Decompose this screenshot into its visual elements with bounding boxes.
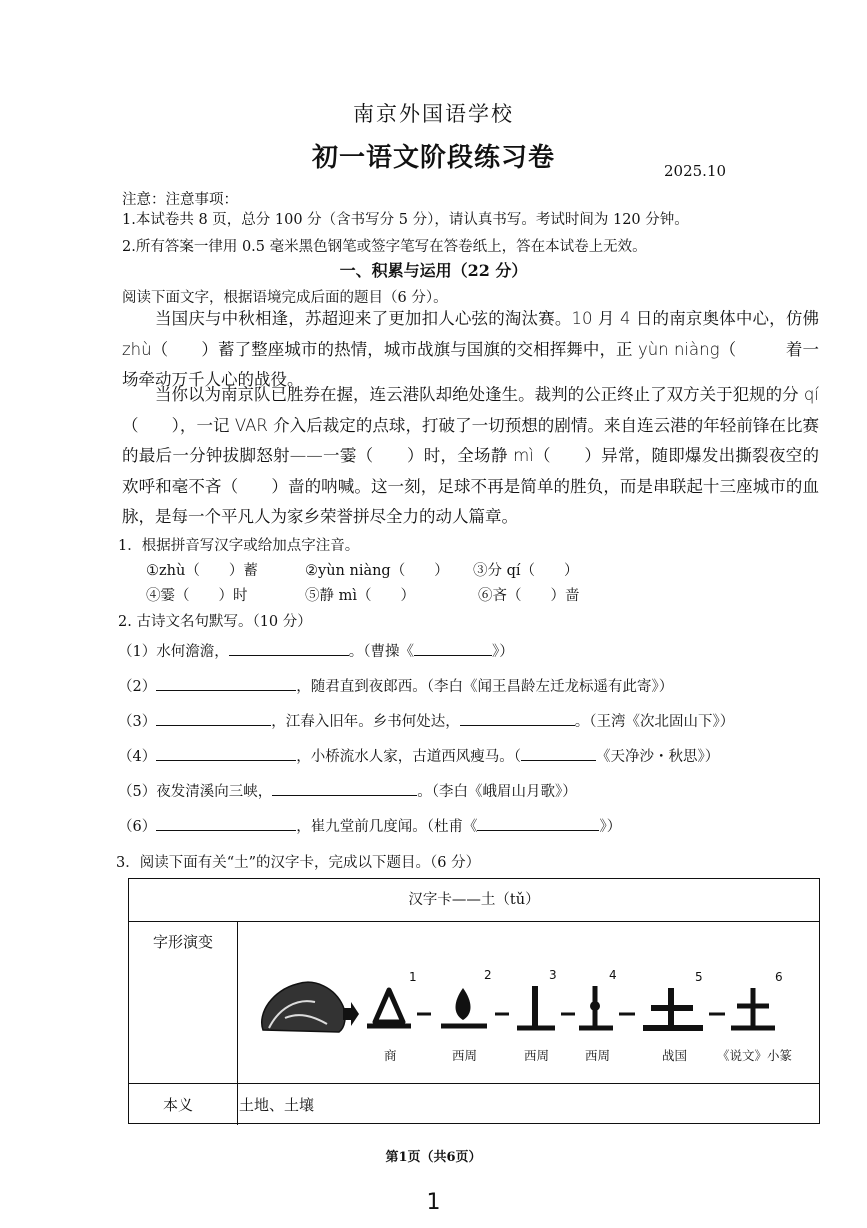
- notes-item-2: 2.所有答案一律用 0.5 毫米黑色钢笔或签字笔写在答卷纸上，答在本试卷上无效。: [122, 239, 647, 255]
- stage-label-zhanguo: 战国: [662, 1048, 688, 1063]
- glyph-shang-icon: [367, 990, 411, 1026]
- answer-blank[interactable]: [156, 759, 296, 761]
- card-divider: [237, 921, 238, 1125]
- q1-item-6: ⑥吝（ ）啬: [478, 588, 580, 604]
- answer-blank[interactable]: [477, 829, 599, 831]
- glyph-shuowen-icon: [731, 988, 775, 1028]
- earth-mound-icon: [262, 982, 359, 1032]
- answer-blank[interactable]: [156, 689, 296, 691]
- stage-number-2: 2: [484, 968, 492, 982]
- answer-blank[interactable]: [229, 654, 349, 656]
- stage-label-shang: 商: [384, 1048, 397, 1063]
- stage-label-xizhou-1: 西周: [452, 1048, 478, 1063]
- stage-number-1: 1: [409, 970, 417, 984]
- exam-date: 2025.10: [664, 162, 727, 180]
- passage-paragraph-1: 当国庆与中秋相逢，苏超迎来了更加扣人心弦的淘汰赛。10 月 4 日的南京奥体中心，仿佛 zhù（ ）蓄了整座城市的热情，城市战旗与国旗的交相挥舞中，正 yùn niàng（ 着一场牵动万千人心的战役。: [122, 309, 819, 389]
- stage-number-5: 5: [695, 970, 703, 984]
- stage-number-6: 6: [775, 970, 783, 984]
- poem-line-2: （2） ，随君直到夜郎西。（李白《闻王昌龄左迁龙标遥有此寄》）: [118, 679, 674, 695]
- q1-item-2: ②yùn niàng（ ）: [305, 563, 449, 579]
- stage-number-4: 4: [609, 968, 617, 982]
- poem-line-1: （1）水何澹澹， 。（曹操《 》）: [118, 644, 514, 660]
- glyph-xizhou-1-icon: [441, 988, 487, 1026]
- poem-line-4: （4） ，小桥流水人家，古道西风瘦马。（ 《天净沙・秋思》）: [118, 749, 720, 765]
- q1-item-5: ⑤静 mì（ ）: [305, 588, 415, 604]
- glyph-evolution-illustration: [255, 968, 785, 1040]
- page-number: 1: [426, 1190, 441, 1215]
- card-divider: [129, 1083, 819, 1084]
- glyph-xizhou-2-icon: [517, 986, 555, 1028]
- reading-intro: 阅读下面文字，根据语境完成后面的题目（6 分）。: [122, 290, 448, 306]
- passage-paragraph-2: 当你以为南京队已胜券在握，连云港队却绝处逢生。裁判的公正终止了双方关于犯规的分 qí（ ），一记 VAR 介入后裁定的点球，打破了一切预想的剧情。来自连云港的年轻前锋在比赛的最后一分钟拔脚怒射——一霎（ ）时，全场静 mì（ ）异常，随即爆发出撕裂夜空的欢呼和毫不吝（ ）啬的呐喊。这一刻，足球不再是简单的胜负，而是串联起十三座城市的血脉，是每一个平凡人为家乡荣誉拼尽全力的动人篇章。: [122, 385, 819, 526]
- original-meaning-value: 土地、土壤: [239, 1096, 315, 1114]
- card-title: 汉字卡——土（tǔ）: [129, 879, 819, 922]
- stage-label-xizhou-2: 西周: [524, 1048, 550, 1063]
- exam-title: 初一语文阶段练习卷: [311, 143, 555, 173]
- question-3-stem: 3．阅读下面有关“土”的汉字卡，完成以下题目。（6 分）: [116, 855, 481, 871]
- stage-label-xizhou-3: 西周: [585, 1048, 611, 1063]
- glyph-evolution-label: 字形演变: [153, 933, 214, 951]
- original-meaning-label: 本义: [163, 1096, 194, 1114]
- question-1-stem: 1．根据拼音写汉字或给加点字注音。: [118, 538, 360, 554]
- poem-line-3: （3） ，江春入旧年。乡书何处达， 。（王湾《次北固山下》）: [118, 714, 735, 730]
- notes-heading: 注意：注意事项：: [122, 192, 238, 208]
- glyph-zhanguo-icon: [643, 988, 703, 1028]
- answer-blank[interactable]: [156, 829, 296, 831]
- poem-line-6: （6） ，崔九堂前几度闻。（杜甫《 》）: [118, 819, 622, 835]
- glyph-xizhou-3-icon: [579, 986, 613, 1028]
- answer-blank[interactable]: [156, 724, 271, 726]
- question-2-stem: 2. 古诗文名句默写。（10 分）: [118, 614, 312, 630]
- poem-line-5: （5）夜发清溪向三峡， 。（李白《峨眉山月歌》）: [118, 784, 577, 800]
- q1-item-1: ①zhù（ ）蓄: [146, 563, 258, 579]
- stage-number-3: 3: [549, 968, 557, 982]
- section-title: 一、积累与运用（22 分）: [339, 261, 528, 280]
- stage-label-shuowen: 《说文》小篆: [717, 1048, 793, 1063]
- q1-item-4: ④霎（ ）时: [146, 588, 248, 604]
- school-name: 南京外国语学校: [353, 102, 514, 126]
- answer-blank[interactable]: [521, 759, 596, 761]
- answer-blank[interactable]: [460, 724, 575, 726]
- notes-item-1: 1.本试卷共 8 页，总分 100 分（含书写分 5 分），请认真书写。考试时间为 120 分钟。: [122, 212, 689, 228]
- answer-blank[interactable]: [414, 654, 492, 656]
- q1-item-3: ③分 qí（ ）: [473, 563, 579, 579]
- answer-blank[interactable]: [272, 794, 417, 796]
- page-footer: 第1页（共6页）: [385, 1150, 482, 1165]
